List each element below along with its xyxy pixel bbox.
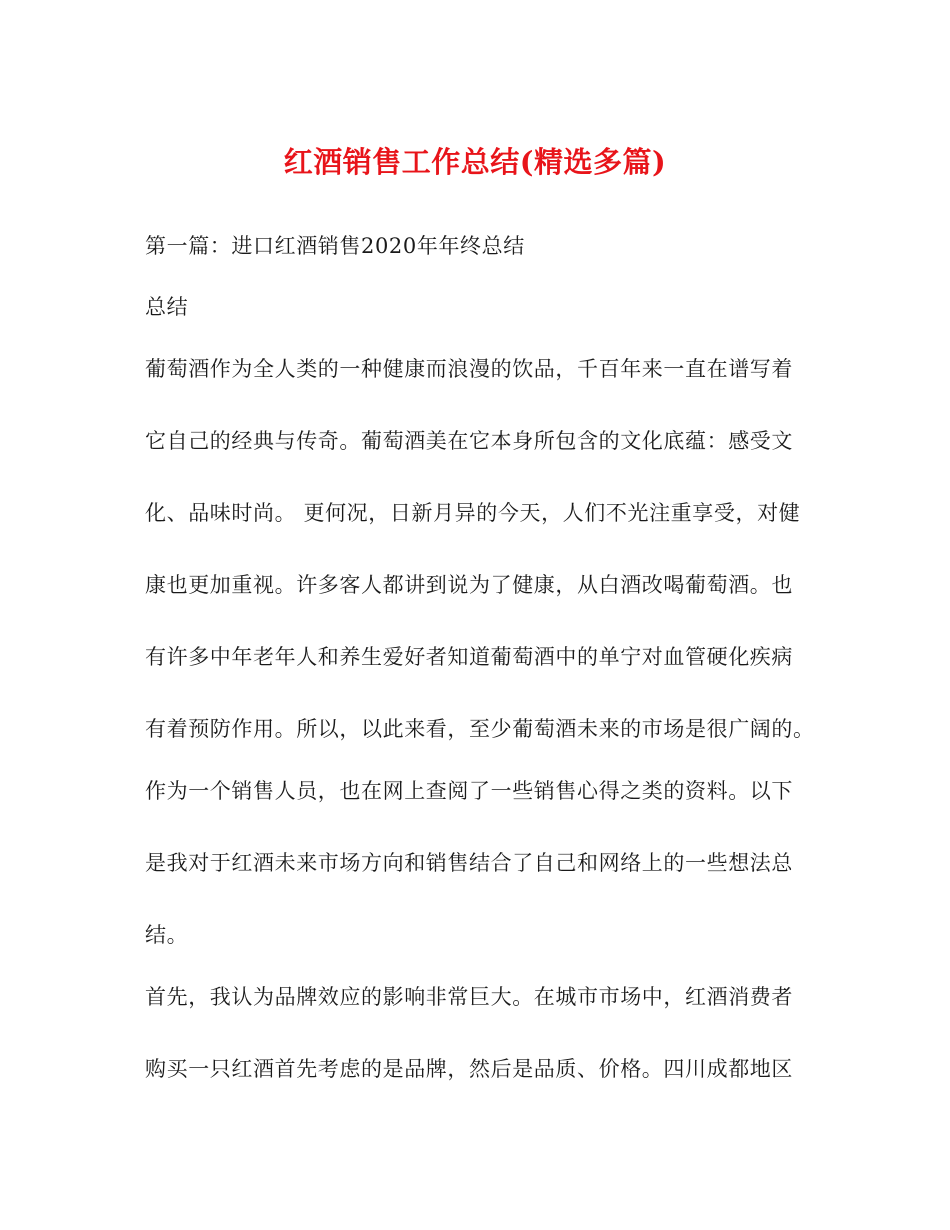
document-title: 红酒销售工作总结(精选多篇) [283, 145, 667, 179]
paragraph-line: 首先，我认为品牌效应的影响非常巨大。在城市市场中，红酒消费者 [145, 985, 793, 1009]
paragraph-line: 它自己的经典与传奇。葡萄酒美在它本身所包含的文化底蕴：感受文 [145, 429, 793, 453]
paragraph-line: 是我对于红酒未来市场方向和销售结合了自己和网络上的一些想法总 [145, 851, 793, 875]
paragraph-line: 葡萄酒作为全人类的一种健康而浪漫的饮品，千百年来一直在谱写着 [145, 357, 793, 381]
paragraph-line: 康也更加重视。许多客人都讲到说为了健康，从白酒改喝葡萄酒。也 [145, 573, 793, 597]
section-heading: 第一篇：进口红酒销售2020年年终总结 [145, 234, 525, 258]
paragraph-line: 化、品味时尚。 更何况，日新月异的今天，人们不光注重享受，对健 [145, 501, 801, 525]
paragraph-line: 有着预防作用。所以，以此来看，至少葡萄酒未来的市场是很广阔的。 [145, 717, 815, 741]
paragraph-line: 有许多中年老年人和养生爱好者知道葡萄酒中的单宁对血管硬化疾病 [145, 645, 793, 669]
paragraph-line: 作为一个销售人员，也在网上查阅了一些销售心得之类的资料。以下 [145, 779, 793, 803]
paragraph-line: 结。 [145, 923, 189, 947]
paragraph-line: 购买一只红酒首先考虑的是品牌，然后是品质、价格。四川成都地区 [145, 1057, 793, 1081]
paragraph-line: 总结 [145, 295, 189, 319]
